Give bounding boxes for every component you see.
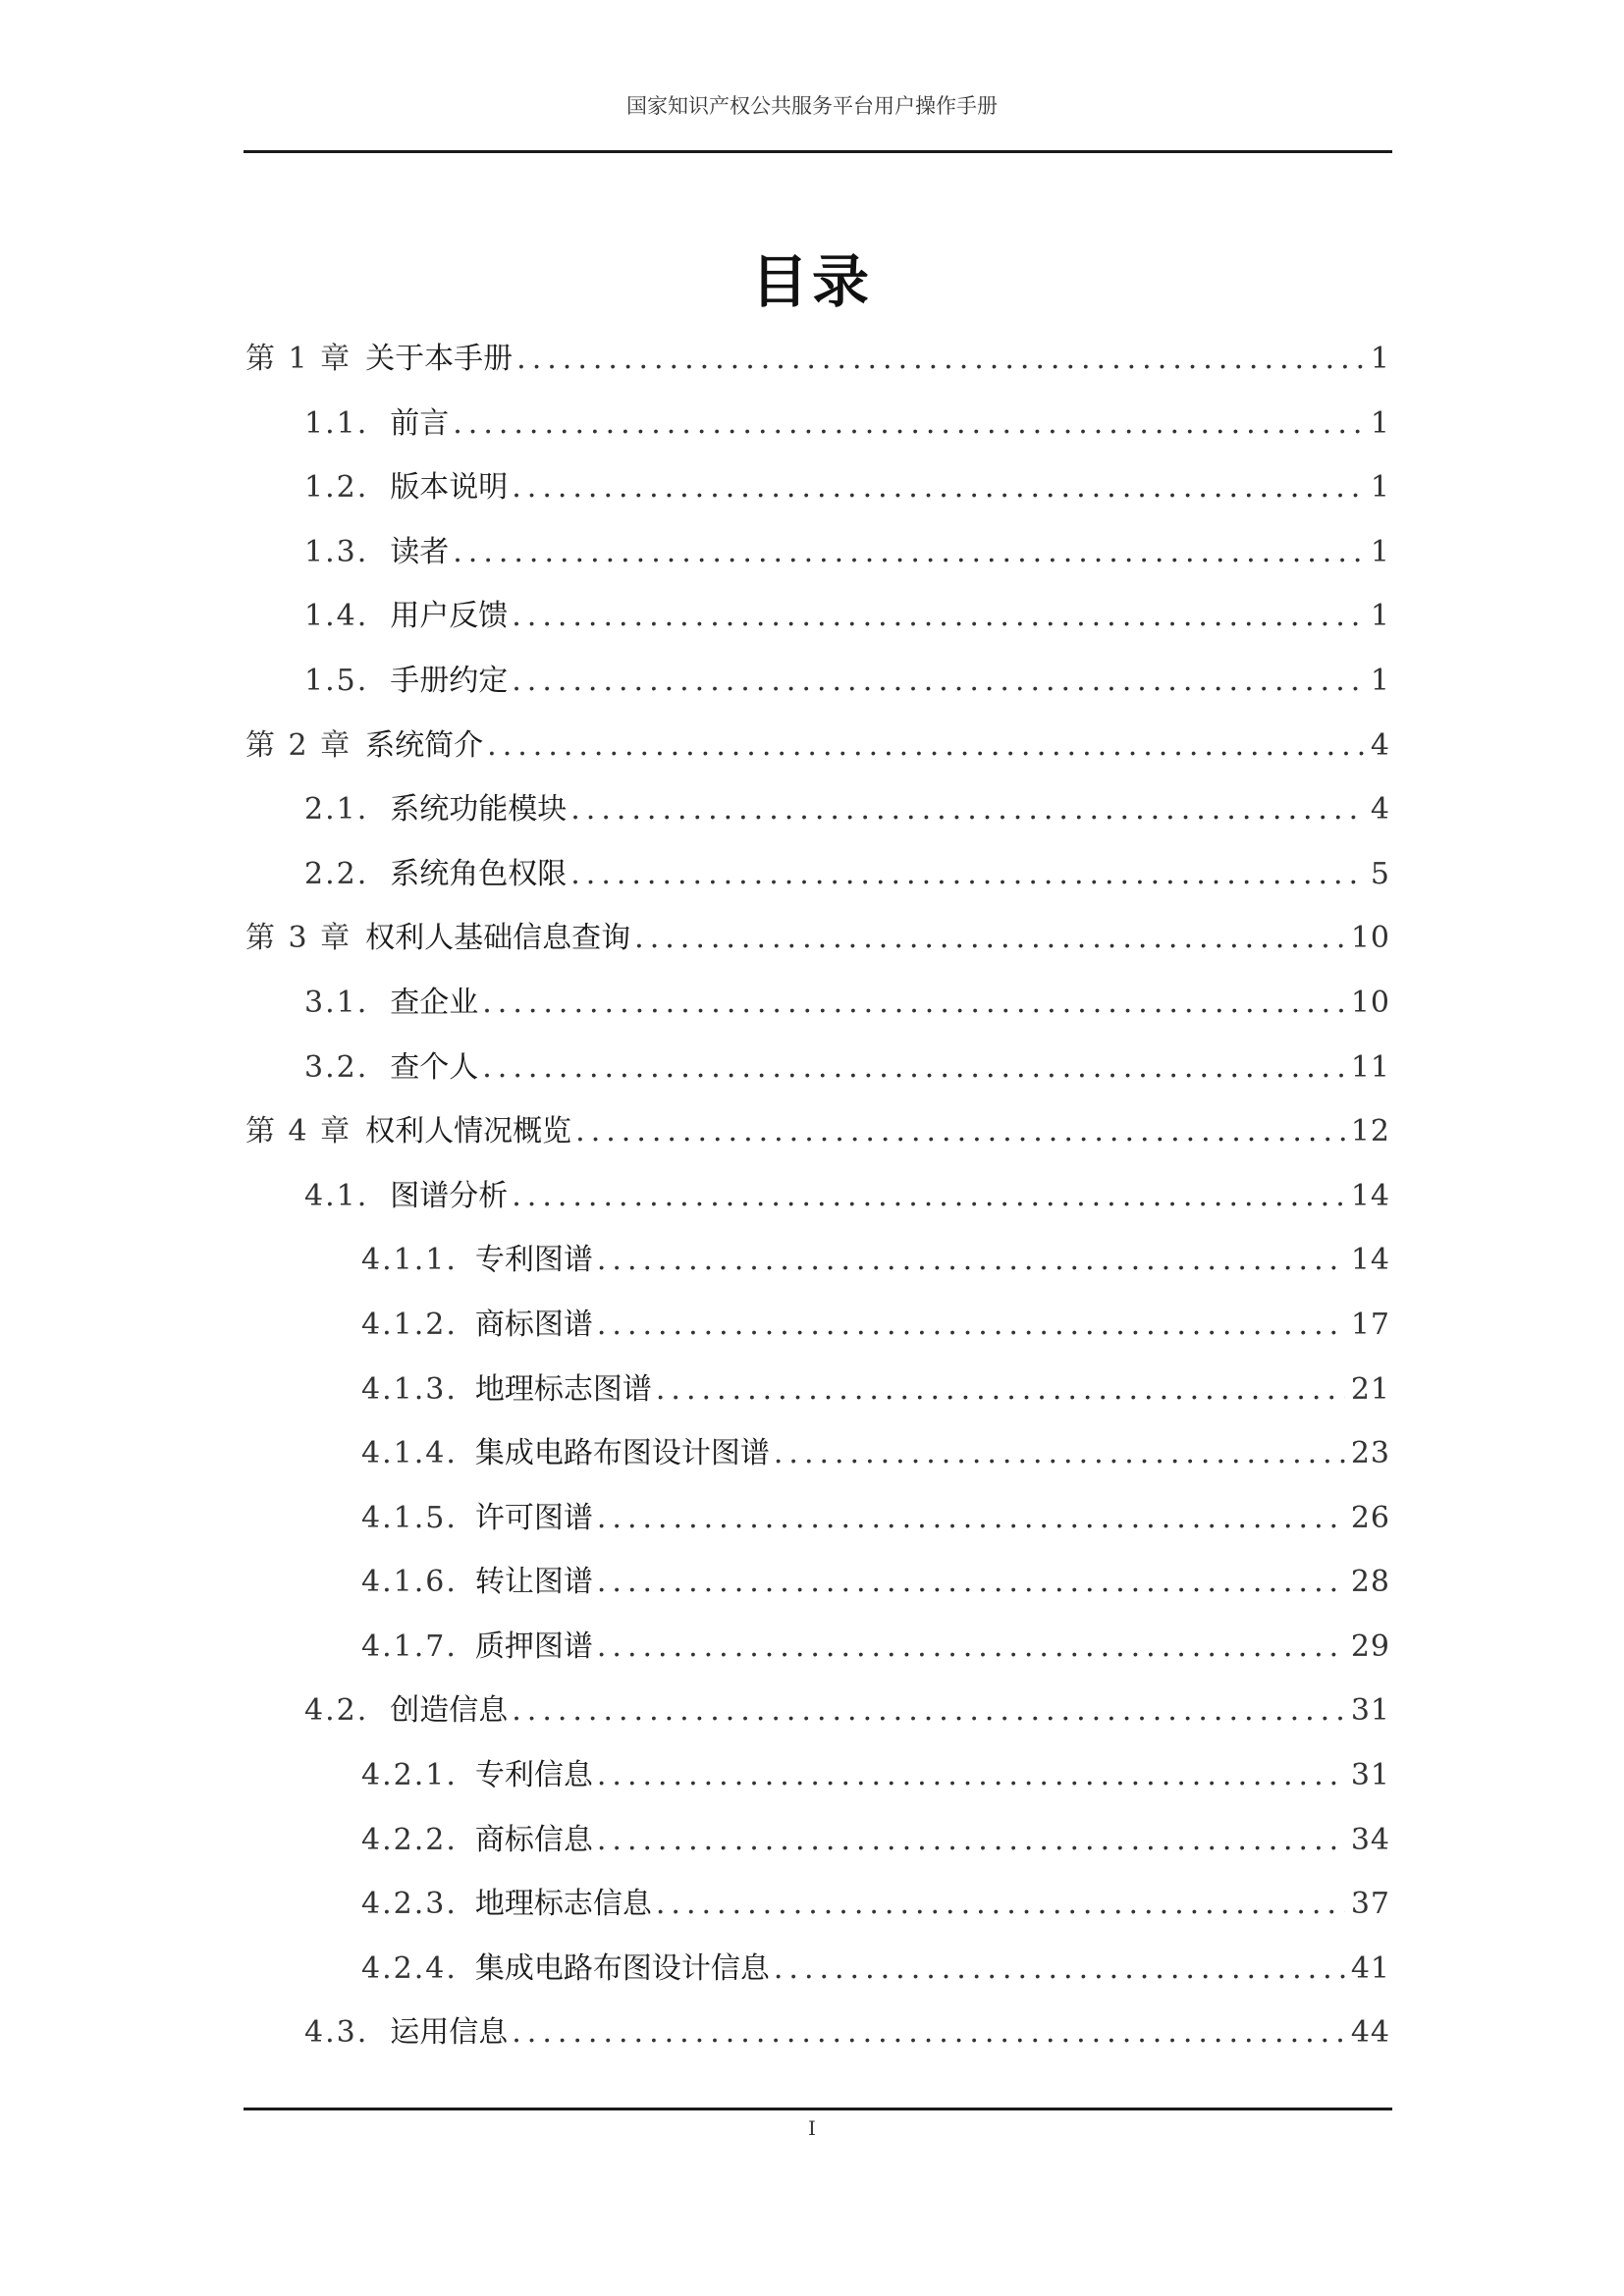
toc-dot-leader (453, 401, 1365, 447)
toc-entry-page: 31 (1350, 1758, 1390, 1793)
toc-entry[interactable] (245, 723, 1390, 788)
toc-entry-number: 3.1. (304, 985, 369, 1020)
toc-entry-number: 4.1.4. (361, 1436, 458, 1471)
toc-dot-leader (634, 916, 1345, 961)
toc-entry-number: 4.2.3. (361, 1887, 458, 1922)
toc-entry[interactable] (245, 1818, 1390, 1883)
toc-entry-page: 28 (1350, 1565, 1390, 1600)
toc-entry-number: 4.2.1. (361, 1758, 458, 1793)
toc-entry-page: 26 (1350, 1500, 1390, 1535)
toc-entry-title: 质押图谱 (474, 1629, 593, 1664)
toc-entry-title: 关于本手册 (365, 342, 514, 376)
toc-entry[interactable] (245, 916, 1390, 981)
toc-dot-leader (516, 337, 1365, 382)
toc-dot-leader (512, 465, 1365, 510)
running-header-title: 国家知识产权公共服务平台用户操作手册 (626, 94, 998, 118)
toc-entry[interactable] (245, 1045, 1390, 1110)
toc-entry[interactable] (245, 1431, 1390, 1496)
toc-entry[interactable] (245, 1174, 1390, 1239)
toc-entry-number: 2.2. (304, 856, 369, 891)
toc-entry-number: 第 4 章 (245, 1114, 352, 1149)
toc-entry[interactable] (245, 787, 1390, 852)
toc-entry-number: 1.4. (304, 599, 369, 634)
toc-entry[interactable] (245, 1882, 1390, 1947)
toc-entry[interactable] (245, 530, 1390, 595)
toc-entry[interactable] (245, 1625, 1390, 1689)
toc-entry-title: 系统角色权限 (390, 856, 568, 891)
toc-entry-page: 1 (1370, 405, 1390, 441)
toc-entry-page: 41 (1350, 1950, 1390, 1986)
toc-entry-page: 37 (1350, 1887, 1390, 1922)
header-rule (244, 150, 1392, 153)
toc-entry-number: 4.3. (304, 2015, 369, 2051)
toc-dot-leader (597, 1753, 1345, 1798)
toc-entry-page: 1 (1370, 663, 1390, 698)
toc-entry-page: 10 (1350, 985, 1390, 1020)
toc-entry-title: 手册约定 (390, 663, 509, 698)
toc-entry-page: 11 (1350, 1049, 1390, 1085)
toc-entry-page: 10 (1350, 921, 1390, 956)
toc-heading: 目录 (750, 248, 873, 315)
toc-entry-page: 17 (1350, 1307, 1390, 1342)
toc-entry-number: 3.2. (304, 1049, 369, 1085)
toc-dot-leader (512, 2010, 1345, 2056)
toc-entry-page: 4 (1370, 727, 1390, 763)
toc-entry-title: 专利信息 (474, 1758, 593, 1793)
toc-entry-title: 专利图谱 (474, 1243, 593, 1278)
toc-dot-leader (570, 787, 1365, 832)
toc-entry-number: 4.1.3. (361, 1371, 458, 1407)
toc-entry-title: 集成电路布图设计图谱 (474, 1436, 770, 1471)
toc-entry-title: 查企业 (390, 985, 479, 1020)
toc-entry-page: 14 (1350, 1178, 1390, 1213)
toc-entry-title: 版本说明 (390, 470, 509, 506)
toc-entry-number: 1.5. (304, 663, 369, 698)
toc-entry-title: 权利人基础信息查询 (365, 921, 631, 956)
toc-entry-title: 权利人情况概览 (365, 1114, 572, 1149)
toc-entry-title: 商标图谱 (474, 1307, 593, 1342)
toc-entry[interactable] (245, 594, 1390, 659)
toc-dot-leader (482, 981, 1345, 1026)
toc-dot-leader (656, 1367, 1345, 1413)
toc-entry-title: 系统简介 (365, 727, 484, 763)
toc-entry-title: 地理标志信息 (474, 1887, 652, 1922)
toc-entry-number: 4.2. (304, 1693, 369, 1729)
toc-entry[interactable] (245, 1947, 1390, 2011)
toc-entry-page: 31 (1350, 1693, 1390, 1729)
toc-entry-number: 4.1.7. (361, 1629, 458, 1664)
toc-entry-title: 查个人 (390, 1049, 479, 1085)
toc-entry-title: 许可图谱 (474, 1500, 593, 1535)
toc-entry-page: 14 (1350, 1243, 1390, 1278)
toc-dot-leader (512, 659, 1365, 704)
toc-entry-number: 第 3 章 (245, 921, 352, 956)
toc-entry-title: 商标信息 (474, 1822, 593, 1857)
toc-entry-number: 4.1.1. (361, 1243, 458, 1278)
footer-page-number: I (808, 2116, 816, 2140)
toc-entry-page: 1 (1370, 534, 1390, 569)
toc-entry[interactable] (245, 659, 1390, 723)
toc-dot-leader (597, 1496, 1345, 1541)
toc-dot-leader (597, 1625, 1345, 1670)
toc-dot-leader (512, 1688, 1345, 1734)
toc-entry-title: 地理标志图谱 (474, 1371, 652, 1407)
toc-entry[interactable] (245, 1496, 1390, 1561)
toc-entry-page: 1 (1370, 342, 1390, 376)
toc-entry[interactable] (245, 1303, 1390, 1367)
toc-entry-number: 4.2.2. (361, 1822, 458, 1857)
toc-dot-leader (512, 1174, 1345, 1219)
toc-entry-title: 运用信息 (390, 2015, 509, 2051)
toc-entry-page: 21 (1350, 1371, 1390, 1407)
toc-entry-number: 4.1.2. (361, 1307, 458, 1342)
toc-entry-number: 1.1. (304, 405, 369, 441)
toc-dot-leader (575, 1109, 1345, 1154)
toc-entry[interactable] (245, 337, 1390, 401)
toc-dot-leader (597, 1818, 1345, 1863)
toc-entry-title: 前言 (390, 405, 450, 441)
toc-entry[interactable] (245, 1367, 1390, 1432)
toc-entry-page: 23 (1350, 1436, 1390, 1471)
toc-dot-leader (512, 594, 1365, 639)
toc-entry[interactable] (245, 1688, 1390, 1753)
toc-entry-number: 4.2.4. (361, 1950, 458, 1986)
toc-entry-number: 1.2. (304, 470, 369, 506)
toc-entry-title: 创造信息 (390, 1693, 509, 1729)
toc-entry-number: 1.3. (304, 534, 369, 569)
toc-entry[interactable] (245, 1753, 1390, 1818)
toc-entry-page: 1 (1370, 470, 1390, 506)
toc-entry-title: 读者 (390, 534, 450, 569)
toc-entry[interactable] (245, 1238, 1390, 1303)
toc-entry-page: 4 (1370, 792, 1390, 828)
toc-dot-leader (570, 852, 1365, 897)
toc-entry[interactable] (245, 1109, 1390, 1174)
toc-entry-page: 34 (1350, 1822, 1390, 1857)
toc-dot-leader (597, 1238, 1345, 1283)
toc-entry-number: 第 2 章 (245, 727, 352, 763)
toc-entry[interactable] (245, 852, 1390, 917)
toc-entry-title: 用户反馈 (390, 599, 509, 634)
toc-entry-page: 5 (1370, 856, 1390, 891)
toc-entry[interactable] (245, 1560, 1390, 1625)
toc-dot-leader (453, 530, 1365, 575)
toc-entry-number: 4.1.6. (361, 1565, 458, 1600)
toc-entry-page: 12 (1350, 1114, 1390, 1149)
toc-dot-leader (656, 1882, 1345, 1927)
toc-dot-leader (597, 1560, 1345, 1605)
toc-entry-title: 系统功能模块 (390, 792, 568, 828)
toc-dot-leader (487, 723, 1365, 769)
toc-entry-number: 4.1. (304, 1178, 369, 1213)
toc-dot-leader (774, 1431, 1345, 1476)
toc-entry[interactable] (245, 401, 1390, 466)
toc-entry[interactable] (245, 465, 1390, 530)
toc-dot-leader (597, 1303, 1345, 1348)
footer-rule (244, 2108, 1392, 2110)
toc-dot-leader (774, 1947, 1345, 1992)
toc-entry[interactable] (245, 2010, 1390, 2075)
toc-entry-page: 29 (1350, 1629, 1390, 1664)
table-of-contents (245, 337, 1390, 2075)
toc-entry-number: 4.1.5. (361, 1500, 458, 1535)
toc-dot-leader (482, 1045, 1345, 1091)
toc-entry-page: 44 (1350, 2015, 1390, 2051)
toc-entry-title: 图谱分析 (390, 1178, 509, 1213)
toc-entry-page: 1 (1370, 599, 1390, 634)
toc-entry-title: 集成电路布图设计信息 (474, 1950, 770, 1986)
toc-entry-number: 第 1 章 (245, 342, 352, 376)
toc-entry[interactable] (245, 981, 1390, 1045)
toc-entry-number: 2.1. (304, 792, 369, 828)
toc-entry-title: 转让图谱 (474, 1565, 593, 1600)
